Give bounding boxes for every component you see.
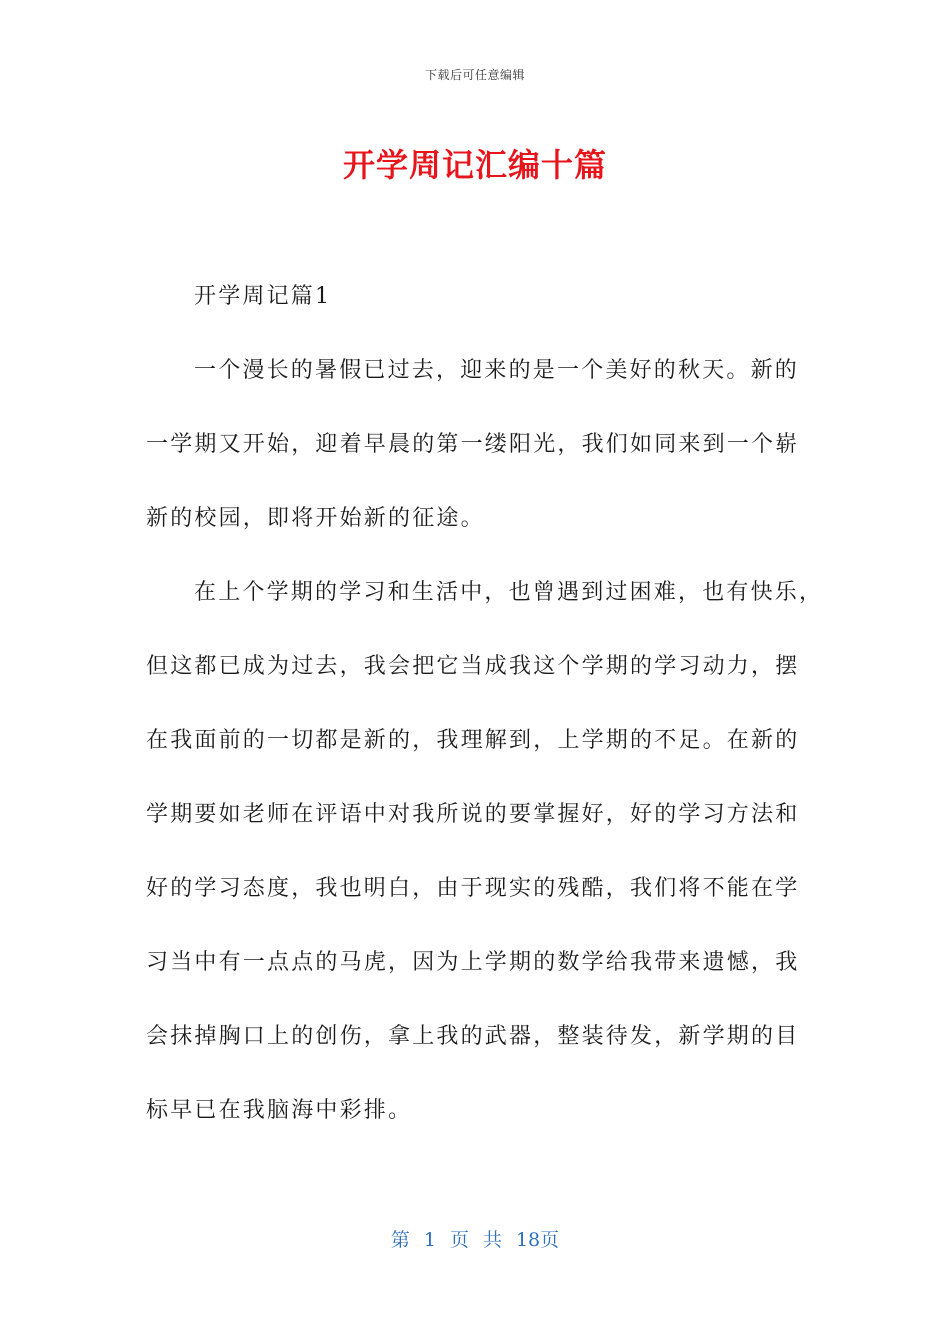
paragraph-2-line-2: 但这都已成为过去，我会把它当成我这个学期的学习动力，摆	[146, 654, 800, 679]
page-footer	[0, 1225, 950, 1252]
paragraph-2-line-1: 在上个学期的学习和生活中，也曾遇到过困难，也有快乐，	[194, 580, 824, 605]
footer-total-prefix: 共	[482, 1229, 502, 1251]
document-body	[146, 260, 824, 1148]
paragraph-1-line-1: 一个漫长的暑假已过去，迎来的是一个美好的秋天。新的	[194, 358, 800, 383]
header-note: 下载后可任意编辑	[424, 68, 525, 82]
paragraph-2-line-8: 标早已在我脑海中彩排。	[146, 1098, 413, 1123]
section-heading: 开学周记篇1	[194, 284, 332, 309]
footer-total-pages: 18页	[515, 1229, 560, 1251]
paragraph-1-line-3: 新的校园，即将开始新的征途。	[146, 506, 485, 531]
paragraph-2-line-5: 好的学习态度，我也明白，由于现实的残酷，我们将不能在学	[146, 876, 800, 901]
footer-page-prefix: 第	[390, 1229, 410, 1251]
paragraph-2-line-4: 学期要如老师在评语中对我所说的要掌握好，好的学习方法和	[146, 802, 800, 827]
paragraph-1-line-2: 一学期又开始，迎着早晨的第一缕阳光，我们如同来到一个崭	[146, 432, 800, 457]
paragraph-2-line-7: 会抹掉胸口上的创伤，拿上我的武器，整装待发，新学期的目	[146, 1024, 800, 1049]
paragraph-2-line-3: 在我面前的一切都是新的，我理解到，上学期的不足。在新的	[146, 728, 800, 753]
document-title: 开学周记汇编十篇	[342, 146, 607, 184]
footer-current-page: 1	[423, 1229, 436, 1251]
footer-page-word: 页	[449, 1229, 469, 1251]
paragraph-2-line-6: 习当中有一点点的马虎，因为上学期的数学给我带来遗憾，我	[146, 950, 800, 975]
